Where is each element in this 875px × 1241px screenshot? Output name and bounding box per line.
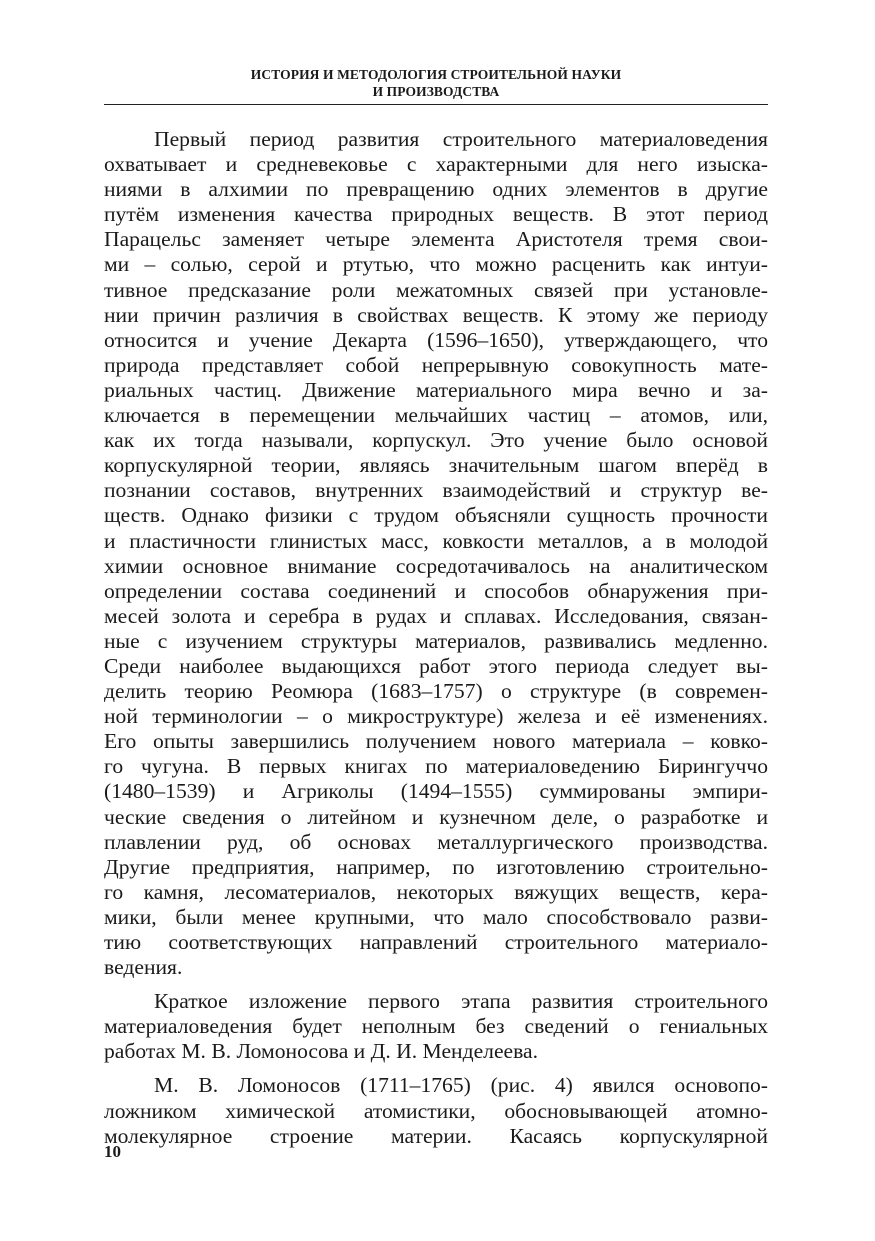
text-line: го камня, лесоматериалов, некоторых вяжущих веществ, кера- xyxy=(104,879,768,904)
running-head-line-2: И ПРОИЗВОДСТВА xyxy=(372,84,500,99)
text-line: определении состава соединений и способов обнаружения при- xyxy=(104,578,768,603)
text-line: Среди наиболее выдающихся работ этого периода следует вы- xyxy=(104,653,768,678)
text-line: ведения. xyxy=(104,955,183,980)
paragraph xyxy=(104,989,768,1064)
text-line: ческие сведения о литейном и кузнечном деле, о разработке и xyxy=(104,804,768,829)
text-line: тивное предсказание роли межатомных связей при установле- xyxy=(104,277,768,302)
text-line: ложником химической атомистики, обосновывающей атомно- xyxy=(104,1098,768,1123)
text-line: М. В. Ломоносов (1711–1765) (рис. 4) явился основопо- xyxy=(154,1073,768,1098)
text-line: Другие предприятия, например, по изготовлению строительно- xyxy=(104,854,768,879)
running-head xyxy=(104,66,768,105)
text-line: риальных частиц. Движение материального мира вечно и за- xyxy=(104,377,768,402)
text-line: Парацельс заменяет четыре элемента Аристотеля тремя свои- xyxy=(104,227,768,252)
text-line: ниями в алхимии по превращению одних элементов в другие xyxy=(104,177,768,202)
running-head-line-1: ИСТОРИЯ И МЕТОДОЛОГИЯ СТРОИТЕЛЬНОЙ НАУКИ xyxy=(250,67,622,82)
text-line: относится и учение Декарта (1596–1650), утверждающего, что xyxy=(104,327,768,352)
text-line: ной терминологии – о микроструктуре) железа и её изменениях. xyxy=(104,704,768,729)
text-line: путём изменения качества природных веществ. В этот период xyxy=(104,202,768,227)
text-line: плавлении руд, об основах металлургического производства. xyxy=(104,829,768,854)
text-line: ключается в перемещении мельчайших частиц – атомов, или, xyxy=(104,403,768,428)
text-line: и пластичности глинистых масс, ковкости металлов, а в молодой xyxy=(104,528,768,553)
text-line: месей золота и серебра в рудах и сплавах. Исследования, связан- xyxy=(104,603,768,628)
text-line: ми – солью, серой и ртутью, что можно расценить как интуи- xyxy=(104,252,768,277)
text-line: корпускулярной теории, являясь значительным шагом вперёд в xyxy=(104,453,768,478)
text-line: молекулярное строение материи. Касаясь корпускулярной xyxy=(104,1123,768,1148)
text-line: познании составов, внутренних взаимодействий и структур ве- xyxy=(104,478,768,503)
text-line: охватывает и средневековье с характерными для него изыска- xyxy=(104,152,768,177)
text-line: Его опыты завершились получением нового материала – ковко- xyxy=(104,729,768,754)
text-line: Краткое изложение первого этапа развития строительного xyxy=(154,989,768,1014)
text-line: мики, были менее крупными, что мало способствовало разви- xyxy=(104,904,768,929)
text-line: тию соответствующих направлений строительного материало- xyxy=(104,930,768,954)
body-text xyxy=(104,127,768,1158)
text-line: работах М. В. Ломоносова и Д. И. Менделеева. xyxy=(104,1039,539,1064)
text-line: ные с изучением структуры материалов, развивались медленно. xyxy=(104,628,768,653)
text-line: природа представляет собой непрерывную совокупность мате- xyxy=(104,352,768,377)
text-line: нии причин различия в свойствах веществ. К этому же периоду xyxy=(104,302,768,327)
text-line: ществ. Однако физики с трудом объясняли сущность прочности xyxy=(104,503,768,528)
text-line: Первый период развития строительного материаловедения xyxy=(154,127,768,151)
paragraph xyxy=(104,1073,768,1148)
text-line: химии основное внимание сосредотачивалось на аналитическом xyxy=(104,553,768,578)
text-line: го чугуна. В первых книгах по материаловедению Бирингуччо xyxy=(104,754,768,779)
paragraph xyxy=(104,127,768,980)
text-line: как их тогда называли, корпускул. Это учение было основой xyxy=(104,428,768,453)
text-line: материаловедения будет неполным без сведений о гениальных xyxy=(104,1014,768,1039)
text-line: делить теорию Реомюра (1683–1757) о структуре (в современ- xyxy=(104,679,768,704)
text-line: (1480–1539) и Агриколы (1494–1555) суммированы эмпири- xyxy=(104,779,768,804)
page-number: 10 xyxy=(104,1142,121,1161)
